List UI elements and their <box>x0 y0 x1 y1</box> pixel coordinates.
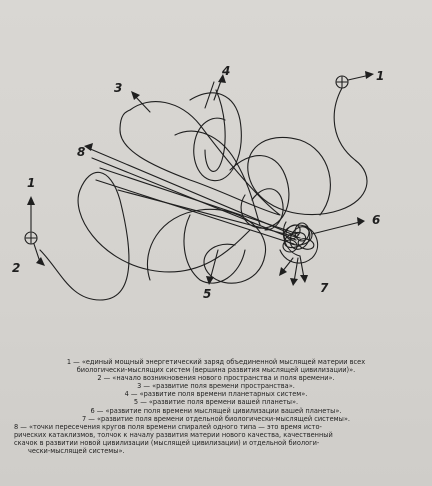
spiral-4 <box>190 93 241 181</box>
label-8: 8 <box>77 145 86 159</box>
label-6: 6 <box>372 213 381 227</box>
spiral-upper-right <box>248 88 367 215</box>
caption-line: 7 — «развитие поля времени отдельной биологически-мыслящей системы». <box>82 414 350 423</box>
caption-line: скачок в развитии новой цивилизации (мыслящей цивилизации) и отдельной биологи- <box>14 438 320 447</box>
label-1-top: 1 <box>376 69 385 83</box>
origin-point-left <box>25 196 45 266</box>
caption <box>6 358 426 455</box>
caption-line: 1 — «единый мощный энергетический заряд объединенной мыслящей материи всех <box>66 358 366 366</box>
label-7: 7 <box>320 281 329 295</box>
label-5: 5 <box>203 287 212 301</box>
caption-line: 4 — «развитие поля времени планетарных систем». <box>124 390 308 399</box>
caption-line: чески-мыслящей системы». <box>28 447 125 456</box>
label-1-left: 1 <box>27 176 36 190</box>
caption-line: 2 — «начало возникновения нового пространства и поля времени». <box>97 374 335 383</box>
origin-point-top <box>336 71 374 88</box>
caption-line: рических катаклизмов, толчок к началу развития материи нового качества, качественный <box>14 430 333 439</box>
caption-line: 8 — «точки пересечения кругов поля времени спиралей одного типа — это время исто- <box>14 422 322 431</box>
label-3: 3 <box>114 81 123 95</box>
caption-line: 3 — «развитие поля времени пространства». <box>137 382 295 391</box>
caption-line: 6 — «развитие поля времени мыслящей цивилизации вашей планеты». <box>90 406 342 415</box>
intersection-lines <box>84 143 300 244</box>
spiral-3 <box>120 102 280 215</box>
label-2: 2 <box>12 261 21 275</box>
dense-knot <box>280 222 318 263</box>
caption-line: биологически-мыслящих систем (вершина развития мыслящей цивилизации)». <box>76 366 356 375</box>
caption-line: 5 — «развитие поля времени вашей планеты». <box>133 398 299 407</box>
label-4: 4 <box>222 64 231 78</box>
